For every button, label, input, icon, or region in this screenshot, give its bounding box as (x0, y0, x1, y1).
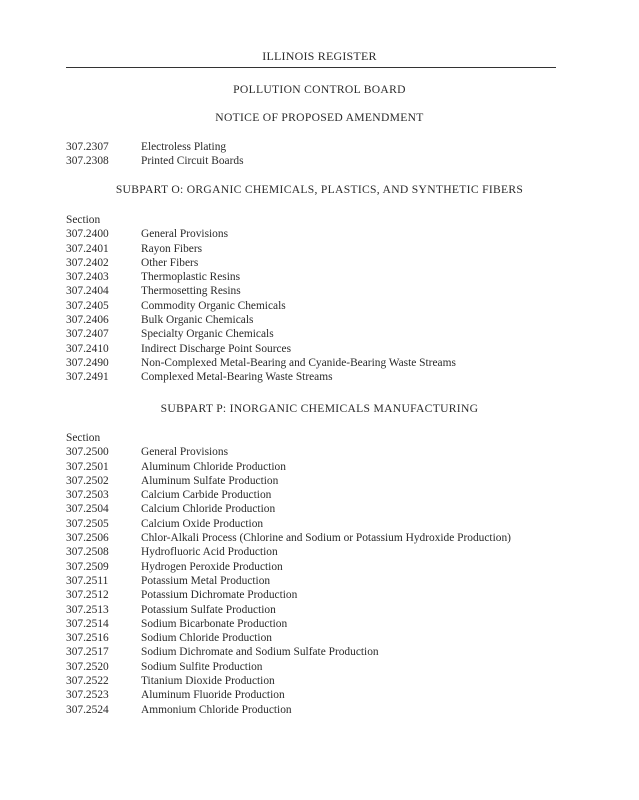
section-number: 307.2404 (66, 285, 109, 298)
section-row (66, 356, 626, 370)
section-row (66, 460, 626, 474)
section-title: Aluminum Sulfate Production (141, 474, 279, 487)
section-row (66, 688, 626, 702)
section-title: Electroless Plating (141, 141, 227, 153)
section-title: Calcium Carbide Production (141, 489, 272, 502)
section-title: Other Fibers (141, 256, 199, 269)
section-number: 307.2410 (66, 342, 109, 355)
section-title: Sodium Sulfite Production (141, 660, 263, 673)
board-title: POLLUTION CONTROL BOARD (233, 83, 406, 96)
section-title: Aluminum Fluoride Production (141, 689, 285, 702)
section-number: 307.2524 (66, 703, 109, 716)
section-title: Chlor-Alkali Process (Chlorine and Sodium or Potassium Hydroxide Production) (141, 532, 511, 545)
section-number: 307.2522 (66, 675, 109, 688)
section-number: 307.2513 (66, 603, 109, 616)
section-title: General Provisions (141, 228, 228, 241)
section-number: 307.2502 (66, 474, 109, 487)
section-number: 307.2509 (66, 560, 109, 573)
subpart-o-heading: SUBPART O: ORGANIC CHEMICALS, PLASTICS, AND SYNTHETIC FIBERS (115, 183, 524, 196)
section-title: Non-Complexed Metal-Bearing and Cyanide-Bearing Waste Streams (141, 356, 456, 369)
section-row (66, 488, 626, 502)
section-number: 307.2405 (66, 299, 109, 312)
section-number: 307.2400 (66, 228, 109, 241)
section-title: Sodium Chloride Production (141, 632, 272, 645)
section-title: General Provisions (141, 446, 228, 459)
section-row (66, 631, 626, 645)
section-number: 307.2508 (66, 546, 109, 559)
section-row (66, 502, 626, 516)
section-title: Bulk Organic Chemicals (141, 314, 254, 327)
section-number: 307.2511 (66, 574, 109, 587)
subpart-p-heading: SUBPART P: INORGANIC CHEMICALS MANUFACTURING (160, 402, 479, 415)
register-title: ILLINOIS REGISTER (262, 49, 377, 63)
section-row (66, 299, 626, 313)
section-number: 307.2308 (66, 155, 109, 168)
section-title: Complexed Metal-Bearing Waste Streams (141, 371, 333, 384)
section-title: Aluminum Chloride Production (141, 460, 286, 473)
section-number: 307.2514 (66, 617, 109, 630)
section-row (66, 227, 626, 241)
section-title: Calcium Oxide Production (141, 517, 264, 530)
section-number: 307.2506 (66, 532, 109, 545)
section-number: 307.2501 (66, 460, 109, 473)
header-rule (66, 67, 556, 68)
section-title: Hydrofluoric Acid Production (141, 546, 278, 559)
section-title: Potassium Sulfate Production (141, 603, 276, 616)
section-row (66, 531, 626, 545)
section-title: Thermoplastic Resins (141, 271, 241, 284)
notice-title: NOTICE OF PROPOSED AMENDMENT (215, 111, 424, 124)
section-number: 307.2491 (66, 371, 109, 384)
section-number: 307.2512 (66, 589, 109, 602)
section-label: Section (66, 432, 101, 444)
subpart-o-list (66, 213, 626, 385)
section-title: Specialty Organic Chemicals (141, 328, 274, 341)
section-title: Rayon Fibers (141, 242, 203, 255)
section-number: 307.2504 (66, 503, 109, 516)
top-items-list (66, 140, 626, 169)
section-number: 307.2402 (66, 256, 109, 269)
section-title: Ammonium Chloride Production (141, 703, 292, 716)
section-number: 307.2401 (66, 242, 109, 255)
section-row (66, 645, 626, 659)
section-title: Commodity Organic Chemicals (141, 299, 286, 312)
section-row (66, 242, 626, 256)
section-title: Printed Circuit Boards (141, 155, 244, 168)
section-row (66, 370, 626, 384)
section-number: 307.2503 (66, 489, 109, 502)
section-number: 307.2520 (66, 660, 109, 673)
section-label: Section (66, 214, 101, 226)
section-number: 307.2406 (66, 314, 109, 327)
section-number: 307.2403 (66, 271, 109, 284)
section-title: Titanium Dioxide Production (141, 675, 275, 688)
section-row (66, 588, 626, 602)
section-row (66, 342, 626, 356)
section-title: Sodium Bicarbonate Production (141, 617, 288, 630)
section-title: Thermosetting Resins (141, 285, 241, 298)
section-title: Indirect Discharge Point Sources (141, 342, 292, 355)
section-number: 307.2505 (66, 517, 109, 530)
section-row (66, 445, 626, 459)
section-row (66, 674, 626, 688)
section-row (66, 313, 626, 327)
subpart-p-list (66, 431, 626, 717)
section-row (66, 140, 626, 154)
section-number: 307.2490 (66, 356, 109, 369)
section-row (66, 603, 626, 617)
section-row (66, 517, 626, 531)
section-title: Potassium Metal Production (141, 574, 271, 587)
section-row (66, 703, 626, 717)
section-number: 307.2407 (66, 328, 109, 341)
section-number: 307.2523 (66, 689, 109, 702)
section-number: 307.2307 (66, 141, 109, 153)
section-title: Sodium Dichromate and Sodium Sulfate Production (141, 646, 379, 659)
section-title: Calcium Chloride Production (141, 503, 276, 516)
section-number: 307.2500 (66, 446, 109, 459)
section-number: 307.2516 (66, 632, 109, 645)
section-row (66, 154, 626, 168)
section-row (66, 284, 626, 298)
section-row (66, 474, 626, 488)
section-row (66, 545, 626, 559)
section-row (66, 327, 626, 341)
section-row (66, 256, 626, 270)
section-row (66, 617, 626, 631)
section-title: Potassium Dichromate Production (141, 589, 298, 602)
section-number: 307.2517 (66, 646, 109, 659)
section-title: Hydrogen Peroxide Production (141, 560, 283, 573)
section-row (66, 574, 626, 588)
section-row (66, 270, 626, 284)
section-row (66, 660, 626, 674)
section-row (66, 560, 626, 574)
